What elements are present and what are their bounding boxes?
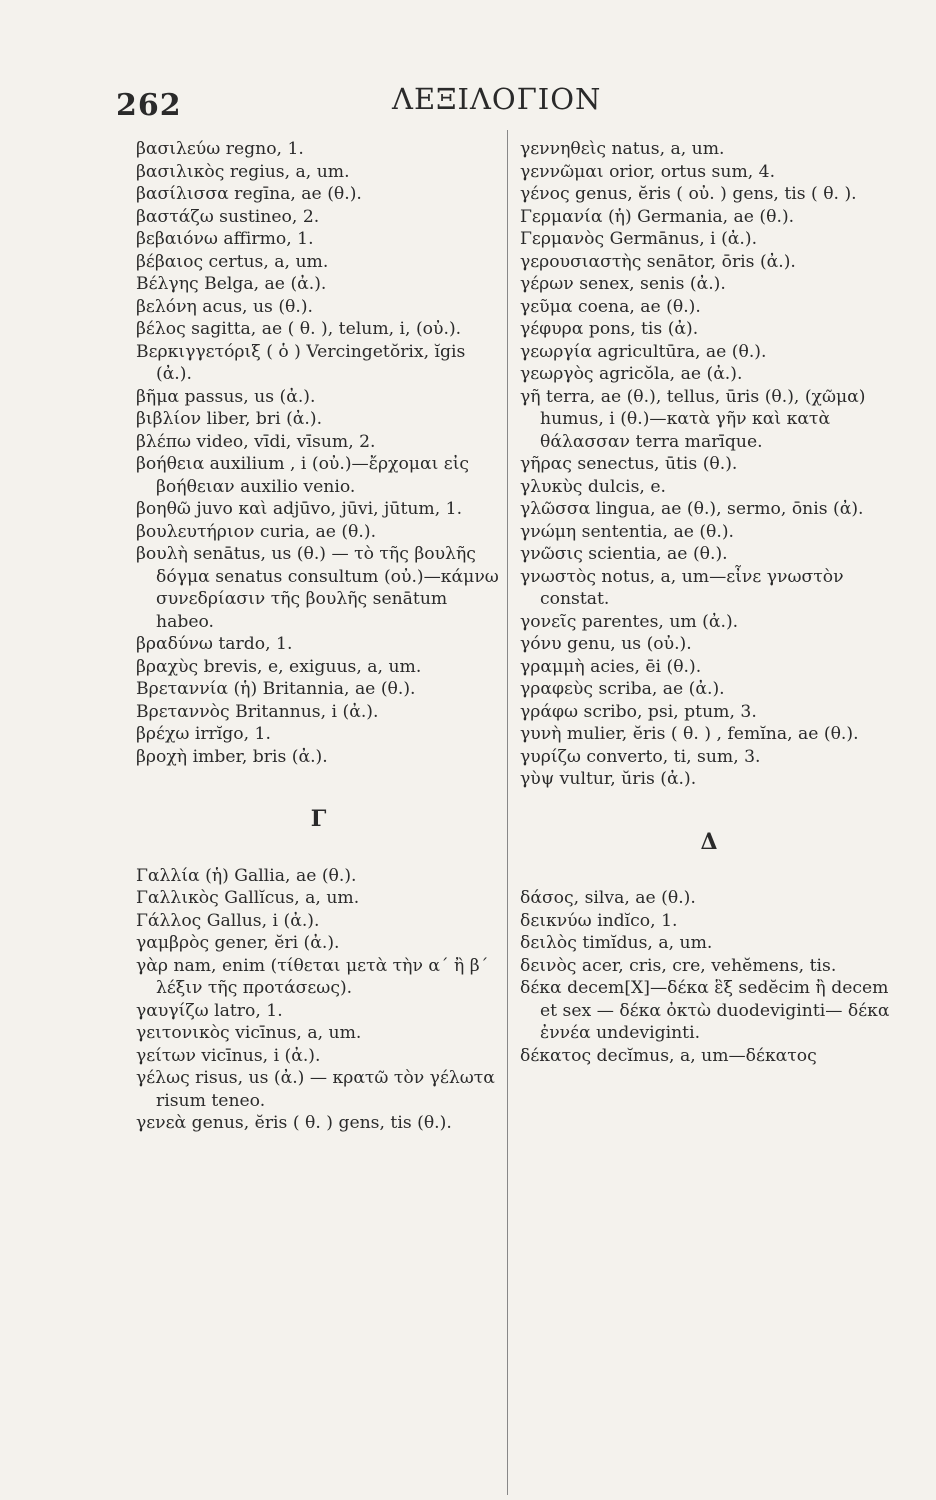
dictionary-entry: βελόνη acus, us (θ.). [136,296,314,317]
dictionary-entry: γέρων senex, senis (ἀ.). [520,274,726,294]
dictionary-entry: Βρεταννὸς Britannus, i (ἀ.). [136,701,379,722]
dictionary-entry: γνωστὸς notus, a, um—εἶνε γνωστὸν constat. [520,566,844,609]
dictionary-entry: δειλὸς timĭdus, a, um. [520,933,713,953]
dictionary-entry: δέκατος decĭmus, a, um—δέκατος [520,1045,817,1066]
dictionary-entry: γνῶσις scientia, ae (θ.). [520,544,728,564]
dictionary-entry: Γερμανὸς Germānus, i (ἀ.). [520,229,758,249]
dictionary-entry: γῆρας senectus, ūtis (θ.). [520,454,738,474]
dictionary-entry: γερουσιαστὴς senātor, ōris (ἀ.). [520,251,796,272]
dictionary-entry: βουλὴ senātus, us (θ.) — τὸ τῆς βουλῆς δόγμα senatus consultum (οὐ.)—κάμνω συνεδρίασιν τῆς βουλῆς senātum habeo. [136,544,499,632]
dictionary-entry: γραμμὴ acies, ēi (θ.). [520,656,702,677]
page-number: 262 [116,88,182,123]
dictionary-entry: βέβαιος certus, a, um. [136,251,329,272]
dictionary-entry: γείτων vicīnus, i (ἀ.). [136,1045,321,1066]
dictionary-entry: γενεὰ genus, ĕris ( θ. ) gens, tis (θ.). [136,1113,452,1133]
dictionary-entry: γὰρ nam, enim (τίθεται μετὰ τὴν α΄ ἢ β΄ λέξιν τῆς προτάσεως). [136,955,489,998]
dictionary-entry: γεννηθεὶς natus, a, um. [520,139,725,159]
dictionary-entry: γῆ terra, ae (θ.), tellus, ūris (θ.), (χῶμα) humus, i (θ.)—κατὰ γῆν καὶ κατὰ θάλασσαν terra marīque. [520,386,866,452]
dictionary-entry: Βερκιγγετόριξ ( ὁ ) Vercingetŏrix, ĭgis (ἀ.). [136,341,466,384]
dictionary-entry: βραδύνω tardo, 1. [136,634,293,654]
running-title: ΛΕΞΙΛΟΓΙΟΝ [392,82,602,116]
dictionary-entry: δάσος, silva, ae (θ.). [520,888,696,908]
dictionary-entry: βρέχω irrĭgo, 1. [136,724,271,744]
dictionary-entry: βῆμα passus, us (ἀ.). [136,386,316,407]
dictionary-entry: γεῦμα coena, ae (θ.). [520,296,701,317]
dictionary-entry: βοηθῶ juvo καὶ adjūvo, jūvi, jūtum, 1. [136,499,463,519]
dictionary-entry: βραχὺς brevis, e, exiguus, a, um. [136,656,422,677]
dictionary-entry: γραφεὺς scriba, ae (ἀ.). [520,679,725,699]
dictionary-entry: γυνὴ mulier, ĕris ( θ. ) , femĭna, ae (θ.). [520,724,859,744]
dictionary-entry: βέλος sagitta, ae ( θ. ), telum, i, (οὐ.). [136,319,462,339]
dictionary-entry: γόνυ genu, us (οὐ.). [520,634,692,654]
dictionary-entry: Βρεταννία (ἡ) Britannia, ae (θ.). [136,679,416,699]
dictionary-entry: γέλως risus, us (ἀ.) — κρατῶ τὸν γέλωτα risum teneo. [136,1068,495,1111]
dictionary-entry: γένος genus, ĕris ( οὐ. ) gens, tis ( θ. ). [520,184,857,204]
dictionary-entry: γλῶσσα lingua, ae (θ.), sermo, ōnis (ἀ). [520,499,864,519]
dictionary-entry: γεννῶμαι orior, ortus sum, 4. [520,161,776,182]
dictionary-entry: δέκα decem[X]—δέκα ἓξ sedĕcim ἢ decem et sex — δέκα ὀκτὼ duodeviginti— δέκα ἐννέα undeviginti. [520,978,890,1043]
dictionary-entry: βεβαιόνω affirmo, 1. [136,229,314,249]
dictionary-entry: γὺψ vultur, ŭris (ἀ.). [520,769,697,789]
dictionary-entry: Γάλλος Gallus, i (ἀ.). [136,910,320,931]
dictionary-entry: γράφω scribo, psi, ptum, 3. [520,701,757,722]
dictionary-entry: βουλευτήριον curia, ae (θ.). [136,521,377,542]
dictionary-entry: δεικνύω indĭco, 1. [520,910,678,931]
dictionary-entry: βαστάζω sustineo, 2. [136,206,320,227]
section-letter: Γ [310,806,327,832]
dictionary-entry: γνώμη sententia, ae (θ.). [520,521,735,542]
right-column [520,138,898,1067]
dictionary-entry: γέφυρα pons, tis (ἀ). [520,319,699,339]
dictionary-entry: Γερμανία (ἡ) Germania, ae (θ.). [520,206,795,227]
section-letter: Δ [700,828,718,855]
dictionary-entry: βασιλικὸς regius, a, um. [136,161,350,182]
dictionary-entry: βλέπω video, vīdi, vīsum, 2. [136,431,376,452]
dictionary-entry: γειτονικὸς vicīnus, a, um. [136,1023,362,1043]
dictionary-entry: γλυκὺς dulcis, e. [520,476,666,497]
column-rule [507,130,508,1495]
dictionary-entry: γαμβρὸς gener, ĕri (ἀ.). [136,933,340,953]
dictionary-entry: Γαλλία (ἡ) Gallia, ae (θ.). [136,865,357,886]
dictionary-entry: Βέλγης Belga, ae (ἀ.). [136,274,327,294]
dictionary-entry: Γαλλικὸς Gallĭcus, a, um. [136,888,360,908]
dictionary-entry: δεινὸς acer, cris, cre, vehĕmens, tis. [520,955,837,976]
dictionary-entry: βασίλισσα regīna, ae (θ.). [136,184,362,204]
dictionary-entry: βοήθεια auxilium , i (οὐ.)—ἔρχομαι εἰς βοήθειαν auxilio venio. [136,454,470,497]
dictionary-entry: βιβλίον liber, bri (ἀ.). [136,409,323,429]
dictionary-entry: βασιλεύω regno, 1. [136,139,304,159]
dictionary-entry: γεωργία agricultūra, ae (θ.). [520,341,767,362]
left-column [136,138,501,1135]
dictionary-entry: βροχὴ imber, bris (ἀ.). [136,746,328,767]
dictionary-entry: γυρίζω converto, ti, sum, 3. [520,746,761,767]
dictionary-entry: γεωργὸς agricŏla, ae (ἀ.). [520,364,743,384]
dictionary-entry: γονεῖς parentes, um (ἀ.). [520,611,739,632]
dictionary-entry: γαυγίζω latro, 1. [136,1000,283,1021]
